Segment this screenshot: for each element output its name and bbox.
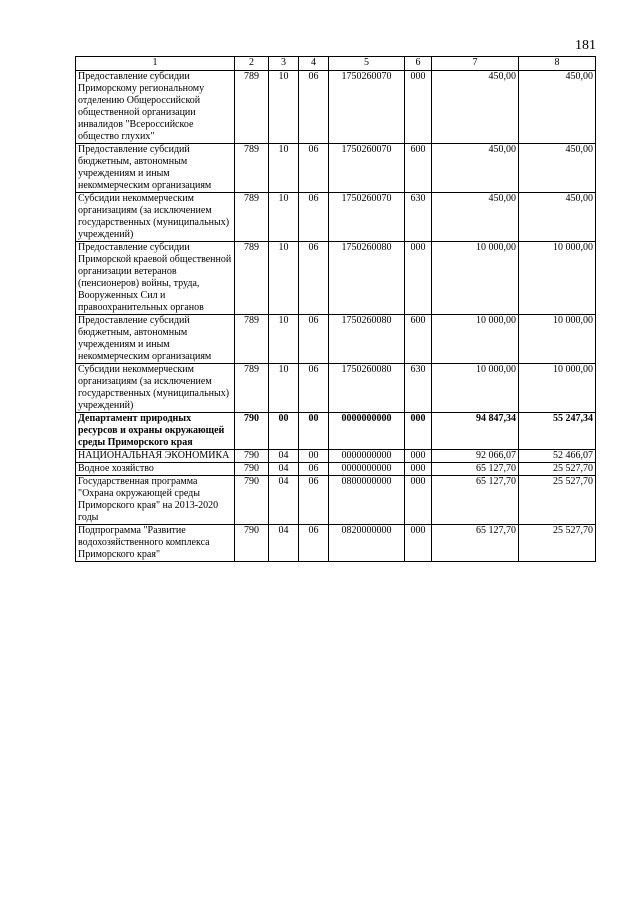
budget-table: [75, 56, 596, 562]
row-subsection-code: 06: [299, 144, 329, 193]
row-expense-type-code: 630: [405, 193, 432, 242]
row-ministry-code: 790: [235, 413, 269, 450]
row-name: Подпрограмма "Развитие водохозяйственного комплекса Приморского края": [76, 525, 235, 562]
row-target-code: 0820000000: [329, 525, 405, 562]
row-section-code: 00: [269, 413, 299, 450]
row-ministry-code: 790: [235, 463, 269, 476]
row-subsection-code: 06: [299, 315, 329, 364]
row-target-code: 1750260080: [329, 315, 405, 364]
row-ministry-code: 789: [235, 242, 269, 315]
row-subsection-code: 06: [299, 364, 329, 413]
row-ministry-code: 789: [235, 71, 269, 144]
row-amount-col7: 10 000,00: [432, 364, 519, 413]
row-expense-type-code: 630: [405, 364, 432, 413]
row-amount-col7: 10 000,00: [432, 242, 519, 315]
column-header-3: 3: [269, 57, 299, 71]
row-amount-col8: 55 247,34: [519, 413, 596, 450]
row-section-code: 04: [269, 476, 299, 525]
row-section-code: 10: [269, 71, 299, 144]
row-subsection-code: 06: [299, 242, 329, 315]
row-name: Предоставление субсидии Приморскому региональному отделению Общероссийской общественной организации инвалидов "Всероссийское общество глухих": [76, 71, 235, 144]
row-ministry-code: 790: [235, 525, 269, 562]
row-name: Департамент природных ресурсов и охраны окружающей среды Приморского края: [76, 413, 235, 450]
row-ministry-code: 789: [235, 144, 269, 193]
row-expense-type-code: 000: [405, 71, 432, 144]
row-amount-col8: 10 000,00: [519, 364, 596, 413]
row-amount-col7: 450,00: [432, 193, 519, 242]
header-row: [76, 57, 596, 71]
row-subsection-code: 00: [299, 450, 329, 463]
row-amount-col8: 25 527,70: [519, 525, 596, 562]
row-amount-col8: 10 000,00: [519, 315, 596, 364]
row-expense-type-code: 000: [405, 463, 432, 476]
row-ministry-code: 789: [235, 364, 269, 413]
row-ministry-code: 789: [235, 315, 269, 364]
row-expense-type-code: 600: [405, 315, 432, 364]
row-section-code: 04: [269, 463, 299, 476]
column-header-7: 7: [432, 57, 519, 71]
row-target-code: 0000000000: [329, 450, 405, 463]
row-expense-type-code: 000: [405, 525, 432, 562]
row-name: Субсидии некоммерческим организациям (за исключением государственных (муниципальных) учреждений): [76, 364, 235, 413]
row-target-code: 1750260070: [329, 71, 405, 144]
row-section-code: 10: [269, 193, 299, 242]
row-ministry-code: 789: [235, 193, 269, 242]
row-amount-col7: 450,00: [432, 71, 519, 144]
row-section-code: 10: [269, 144, 299, 193]
row-target-code: 1750260070: [329, 193, 405, 242]
row-name: Предоставление субсидий бюджетным, автономным учреждениям и иным некоммерческим организациям: [76, 144, 235, 193]
row-amount-col8: 25 527,70: [519, 476, 596, 525]
row-subsection-code: 06: [299, 71, 329, 144]
table-row: [76, 71, 596, 144]
table-row: [76, 144, 596, 193]
row-amount-col7: 10 000,00: [432, 315, 519, 364]
row-subsection-code: 06: [299, 525, 329, 562]
row-target-code: 0000000000: [329, 463, 405, 476]
table-row: [76, 450, 596, 463]
row-ministry-code: 790: [235, 450, 269, 463]
row-amount-col8: 450,00: [519, 71, 596, 144]
row-amount-col8: 450,00: [519, 193, 596, 242]
row-name: Водное хозяйство: [76, 463, 235, 476]
row-target-code: 1750260070: [329, 144, 405, 193]
row-name: НАЦИОНАЛЬНАЯ ЭКОНОМИКА: [76, 450, 235, 463]
row-amount-col8: 10 000,00: [519, 242, 596, 315]
row-target-code: 0000000000: [329, 413, 405, 450]
column-header-6: 6: [405, 57, 432, 71]
row-expense-type-code: 000: [405, 413, 432, 450]
table-row: [76, 525, 596, 562]
row-subsection-code: 06: [299, 476, 329, 525]
row-amount-col7: 450,00: [432, 144, 519, 193]
row-target-code: 1750260080: [329, 364, 405, 413]
column-header-2: 2: [235, 57, 269, 71]
row-target-code: 0800000000: [329, 476, 405, 525]
row-section-code: 10: [269, 315, 299, 364]
table-row: [76, 364, 596, 413]
column-header-4: 4: [299, 57, 329, 71]
row-amount-col8: 450,00: [519, 144, 596, 193]
table-row: [76, 193, 596, 242]
table-row: [76, 463, 596, 476]
row-expense-type-code: 000: [405, 476, 432, 525]
row-section-code: 10: [269, 242, 299, 315]
row-amount-col7: 94 847,34: [432, 413, 519, 450]
row-name: Предоставление субсидии Приморской краевой общественной организации ветеранов (пенсионеров) войны, труда, Вооруженных Сил и правоохранительных органов: [76, 242, 235, 315]
row-amount-col8: 52 466,07: [519, 450, 596, 463]
row-amount-col7: 65 127,70: [432, 476, 519, 525]
row-section-code: 10: [269, 364, 299, 413]
column-header-1: 1: [76, 57, 235, 71]
row-name: Субсидии некоммерческим организациям (за исключением государственных (муниципальных) учреждений): [76, 193, 235, 242]
table-row: [76, 413, 596, 450]
row-amount-col7: 92 066,07: [432, 450, 519, 463]
row-expense-type-code: 600: [405, 144, 432, 193]
column-header-5: 5: [329, 57, 405, 71]
row-name: Государственная программа "Охрана окружающей среды Приморского края" на 2013-2020 годы: [76, 476, 235, 525]
row-amount-col7: 65 127,70: [432, 463, 519, 476]
row-section-code: 04: [269, 525, 299, 562]
row-expense-type-code: 000: [405, 242, 432, 315]
row-section-code: 04: [269, 450, 299, 463]
column-header-8: 8: [519, 57, 596, 71]
row-expense-type-code: 000: [405, 450, 432, 463]
row-subsection-code: 00: [299, 413, 329, 450]
row-target-code: 1750260080: [329, 242, 405, 315]
row-amount-col8: 25 527,70: [519, 463, 596, 476]
row-name: Предоставление субсидий бюджетным, автономным учреждениям и иным некоммерческим организациям: [76, 315, 235, 364]
row-subsection-code: 06: [299, 463, 329, 476]
page-number: 181: [575, 38, 596, 53]
row-amount-col7: 65 127,70: [432, 525, 519, 562]
row-ministry-code: 790: [235, 476, 269, 525]
table-row: [76, 476, 596, 525]
table-row: [76, 242, 596, 315]
table-row: [76, 315, 596, 364]
row-subsection-code: 06: [299, 193, 329, 242]
